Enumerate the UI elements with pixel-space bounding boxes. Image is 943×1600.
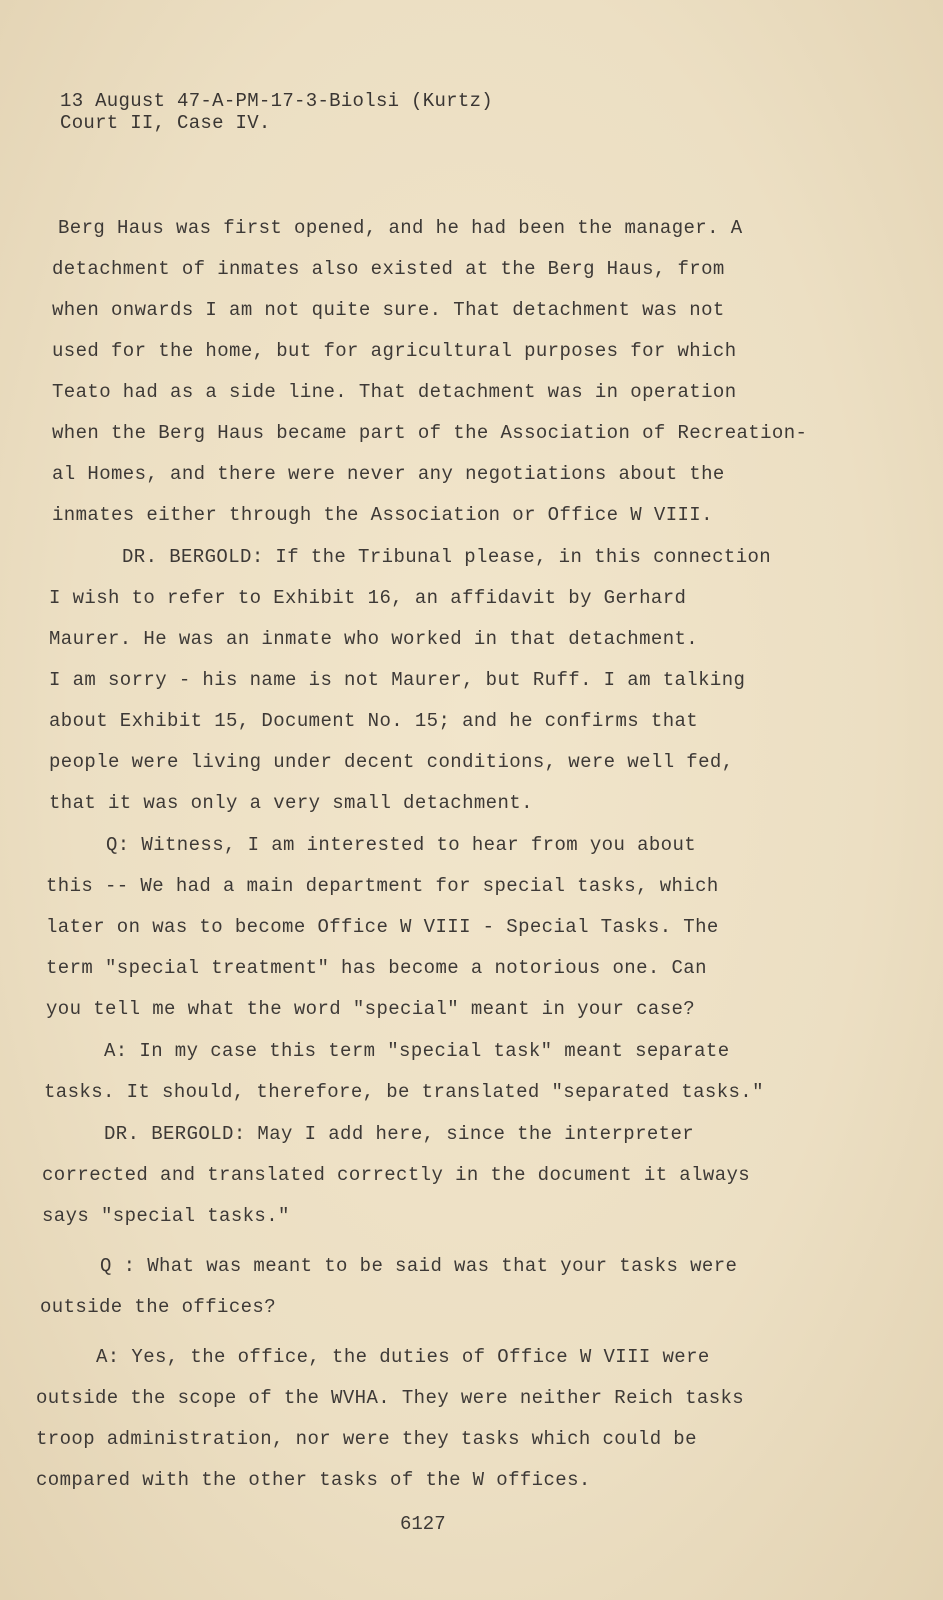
text-line: detachment of inmates also existed at the Berg Haus, from: [52, 258, 725, 280]
text-line: DR. BERGOLD: If the Tribunal please, in this connection: [122, 546, 772, 568]
header-court-case: Court II, Case IV.: [60, 112, 271, 134]
text-line: A: Yes, the office, the duties of Office W VIII were: [96, 1346, 710, 1368]
text-line: when onwards I am not quite sure. That detachment was not: [52, 299, 725, 321]
text-line: compared with the other tasks of the W offices.: [36, 1469, 591, 1491]
text-line: I am sorry - his name is not Maurer, but Ruff. I am talking: [49, 669, 746, 691]
text-line: people were living under decent conditions, were well fed,: [49, 751, 734, 773]
text-line: term "special treatment" has become a notorious one. Can: [46, 957, 707, 979]
text-line: A: In my case this term "special task" meant separate: [104, 1040, 730, 1062]
page-number: 6127: [400, 1513, 446, 1535]
header-reference: 13 August 47-A-PM-17-3-Biolsi (Kurtz): [60, 90, 493, 112]
text-line: when the Berg Haus became part of the Association of Recreation-: [52, 422, 808, 444]
text-line: Q : What was meant to be said was that your tasks were: [100, 1255, 738, 1277]
text-line: outside the offices?: [40, 1296, 277, 1318]
text-line: corrected and translated correctly in the document it always: [42, 1164, 751, 1186]
text-line: DR. BERGOLD: May I add here, since the interpreter: [104, 1123, 695, 1145]
document-header: [60, 90, 493, 134]
text-line: later on was to become Office W VIII - Special Tasks. The: [46, 916, 719, 938]
text-line: Berg Haus was first opened, and he had been the manager. A: [58, 217, 743, 239]
text-line: Maurer. He was an inmate who worked in that detachment.: [49, 628, 699, 650]
text-line: Q: Witness, I am interested to hear from you about: [106, 834, 697, 856]
text-line: you tell me what the word "special" meant in your case?: [46, 998, 696, 1020]
text-line: says "special tasks.": [42, 1205, 290, 1227]
text-line: tasks. It should, therefore, be translated "separated tasks.": [44, 1081, 764, 1103]
text-line: outside the scope of the WVHA. They were neither Reich tasks: [36, 1387, 745, 1409]
text-line: inmates either through the Association or Office W VIII.: [52, 504, 713, 526]
text-line: al Homes, and there were never any negotiations about the: [52, 463, 725, 485]
text-line: this -- We had a main department for special tasks, which: [46, 875, 719, 897]
text-line: used for the home, but for agricultural purposes for which: [52, 340, 737, 362]
text-line: troop administration, nor were they tasks which could be: [36, 1428, 697, 1450]
text-line: I wish to refer to Exhibit 16, an affidavit by Gerhard: [49, 587, 687, 609]
text-line: that it was only a very small detachment.: [49, 792, 533, 814]
text-line: Teato had as a side line. That detachment was in operation: [52, 381, 737, 403]
text-line: about Exhibit 15, Document No. 15; and he confirms that: [49, 710, 699, 732]
